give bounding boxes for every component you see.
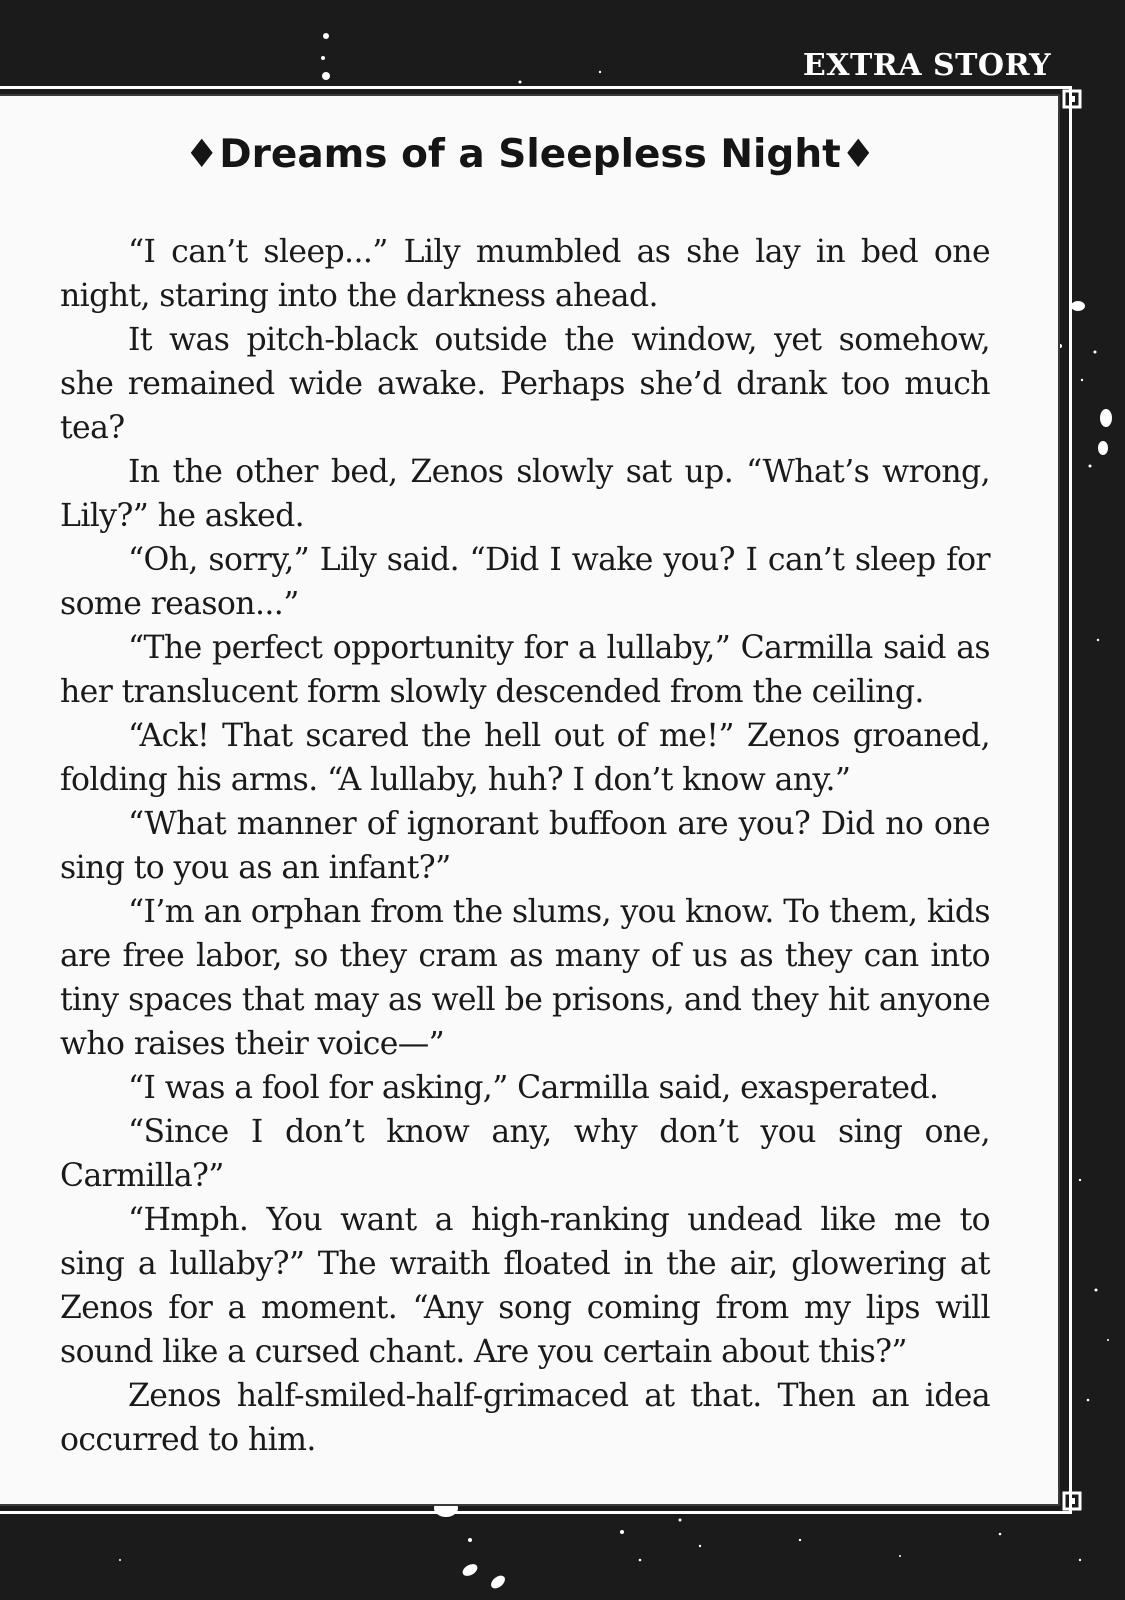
paragraph: In the other bed, Zenos slowly sat up. “What’s wrong, Lily?” he asked.	[60, 454, 990, 534]
chapter-title: ♦Dreams of a Sleepless Night♦	[184, 132, 876, 177]
paragraph: “I can’t sleep...” Lily mumbled as she lay in bed one night, staring into the darkness ahead.	[60, 234, 990, 314]
paragraph: Zenos half-smiled-half-grimaced at that. Then an idea occurred to him.	[60, 1378, 990, 1458]
section-label: EXTRA STORY	[802, 48, 1051, 83]
frame-corner-ornament-top	[1061, 88, 1083, 110]
paragraph: “Hmph. You want a high-ranking undead like me to sing a lullaby?” The wraith floated in the air, glowering at Zenos for a moment. “Any song coming from my lips will sound like a cursed chant. Are you certain about this?”	[60, 1202, 990, 1370]
paragraph: It was pitch-black outside the window, yet somehow, she remained wide awake. Perhaps she’d drank too much tea?	[60, 322, 990, 446]
paragraph: “What manner of ignorant buffoon are you? Did no one sing to you as an infant?”	[60, 806, 990, 886]
paragraph: “I’m an orphan from the slums, you know. To them, kids are free labor, so they cram as many of us as they can into tiny spaces that may as well be prisons, and they hit anyone who raises their voice—”	[60, 894, 990, 1062]
frame-corner-ornament-bottom	[1061, 1490, 1083, 1512]
paragraph: “The perfect opportunity for a lullaby,” Carmilla said as her translucent form slowly descended from the ceiling.	[60, 630, 990, 710]
story-body	[60, 230, 990, 1462]
paragraph: “Ack! That scared the hell out of me!” Zenos groaned, folding his arms. “A lullaby, huh? I don’t know any.”	[60, 718, 990, 798]
paragraph: “Since I don’t know any, why don’t you sing one, Carmilla?”	[60, 1114, 990, 1194]
paragraph: “Oh, sorry,” Lily said. “Did I wake you? I can’t sleep for some reason...”	[60, 542, 990, 622]
paragraph: “I was a fool for asking,” Carmilla said, exasperated.	[128, 1070, 939, 1106]
